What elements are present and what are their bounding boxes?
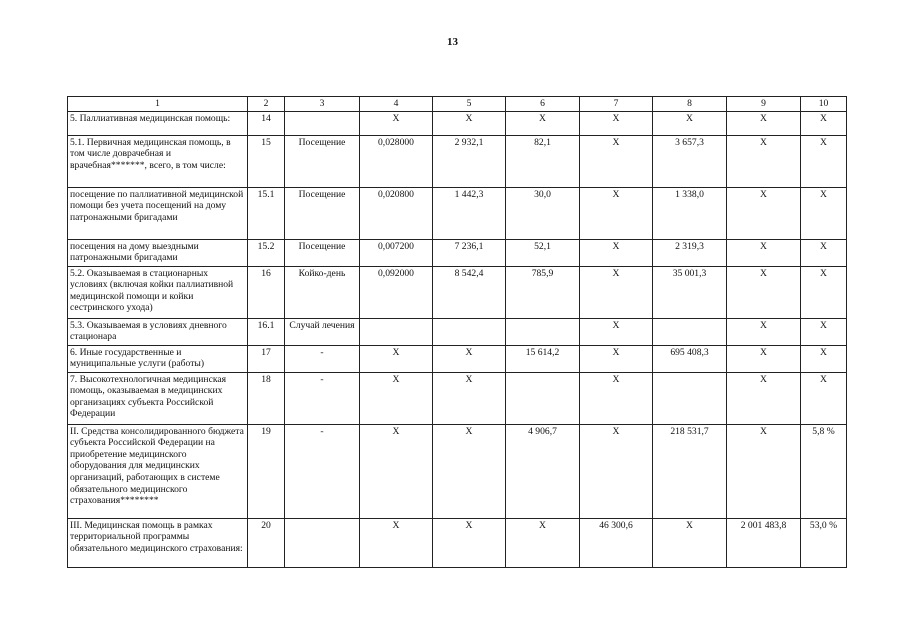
table-cell: 19 [248, 424, 285, 518]
table-cell: 7 236,1 [433, 239, 506, 266]
column-header: 5 [433, 97, 506, 112]
table-cell: X [653, 111, 727, 135]
table-cell: 46 300,6 [580, 518, 653, 567]
table-cell: 5.1. Первичная медицинская помощь, в том числе доврачебная и врачебная*******, всего, в том числе: [68, 135, 248, 187]
table-cell: Посещение [285, 187, 360, 239]
table-cell: X [801, 187, 847, 239]
table-cell: X [580, 424, 653, 518]
table-cell [653, 318, 727, 345]
table-cell: 14 [248, 111, 285, 135]
table-cell: 15.2 [248, 239, 285, 266]
table-cell: X [727, 187, 801, 239]
column-header: 2 [248, 97, 285, 112]
table-row [68, 266, 847, 318]
table-cell: X [360, 424, 433, 518]
table-row [68, 518, 847, 567]
table-cell: X [580, 239, 653, 266]
column-header: 1 [68, 97, 248, 112]
table-cell: X [580, 111, 653, 135]
table-cell: 30,0 [506, 187, 580, 239]
table-cell [285, 518, 360, 567]
table-cell: X [433, 518, 506, 567]
table-cell: 5. Паллиативная медицинская помощь: [68, 111, 248, 135]
table-cell: 16 [248, 266, 285, 318]
column-header: 7 [580, 97, 653, 112]
table-cell: X [433, 424, 506, 518]
table-cell: X [801, 372, 847, 424]
table-cell: X [727, 266, 801, 318]
table-row [68, 318, 847, 345]
table-cell: Койко-день [285, 266, 360, 318]
table-row [68, 111, 847, 135]
table-cell: 218 531,7 [653, 424, 727, 518]
table-cell: X [801, 239, 847, 266]
table-cell: X [727, 424, 801, 518]
table-cell: X [360, 372, 433, 424]
table-cell: 0,007200 [360, 239, 433, 266]
table-cell [506, 372, 580, 424]
table-row [68, 345, 847, 372]
table-cell: Случай лечения [285, 318, 360, 345]
table-cell: 4 906,7 [506, 424, 580, 518]
header-row [68, 97, 847, 112]
table-cell: 7. Высокотехнологичная медицинская помощь, оказываемая в медицинских организациях субъекта Российской Федерации [68, 372, 248, 424]
table-cell: X [360, 111, 433, 135]
page-number: 13 [447, 36, 458, 48]
table-row [68, 187, 847, 239]
table-cell: - [285, 424, 360, 518]
table-cell [360, 318, 433, 345]
column-header: 8 [653, 97, 727, 112]
table-cell: III. Медицинская помощь в рамках территориальной программы обязательного медицинского страхования: [68, 518, 248, 567]
table-cell: 785,9 [506, 266, 580, 318]
table-cell: 16.1 [248, 318, 285, 345]
table-cell: 15.1 [248, 187, 285, 239]
table-cell: 15 [248, 135, 285, 187]
table-cell: 2 001 483,8 [727, 518, 801, 567]
table-cell [506, 318, 580, 345]
table-cell: 5.2. Оказываемая в стационарных условиях (включая койки паллиативной медицинской помощи и койки сестринского ухода) [68, 266, 248, 318]
table-cell: X [360, 345, 433, 372]
table-cell: X [433, 111, 506, 135]
table-cell: 17 [248, 345, 285, 372]
table-cell: 3 657,3 [653, 135, 727, 187]
table-cell: 35 001,3 [653, 266, 727, 318]
table-cell [433, 318, 506, 345]
table-cell: X [580, 266, 653, 318]
column-header: 9 [727, 97, 801, 112]
table-cell [653, 372, 727, 424]
table-cell: X [727, 372, 801, 424]
table-row [68, 239, 847, 266]
column-header: 3 [285, 97, 360, 112]
table-cell: - [285, 372, 360, 424]
table-cell: X [727, 111, 801, 135]
table-cell: X [727, 318, 801, 345]
table-cell: X [506, 111, 580, 135]
table-row [68, 135, 847, 187]
table-cell: X [580, 372, 653, 424]
table-cell: - [285, 345, 360, 372]
table-cell: 2 319,3 [653, 239, 727, 266]
table-cell: X [433, 372, 506, 424]
table-cell: X [801, 111, 847, 135]
table-cell: Посещение [285, 239, 360, 266]
table-cell: 0,028000 [360, 135, 433, 187]
table-cell: X [801, 266, 847, 318]
table-cell [285, 111, 360, 135]
table-cell: X [506, 518, 580, 567]
table-cell: 2 932,1 [433, 135, 506, 187]
table-cell: X [801, 318, 847, 345]
table-cell: 5,8 % [801, 424, 847, 518]
table-cell: 20 [248, 518, 285, 567]
table-cell: 0,020800 [360, 187, 433, 239]
table-cell: 695 408,3 [653, 345, 727, 372]
table-cell: 15 614,2 [506, 345, 580, 372]
table-cell: 18 [248, 372, 285, 424]
table-cell: 5.3. Оказываемая в условиях дневного стационара [68, 318, 248, 345]
table-cell: X [580, 345, 653, 372]
column-header: 4 [360, 97, 433, 112]
table-cell: 82,1 [506, 135, 580, 187]
data-table [67, 96, 847, 568]
table-cell: 8 542,4 [433, 266, 506, 318]
table-cell: X [727, 239, 801, 266]
table-cell: посещения на дому выездными патронажными бригадами [68, 239, 248, 266]
table-cell: X [580, 187, 653, 239]
table-cell: 52,1 [506, 239, 580, 266]
table-row [68, 372, 847, 424]
table-cell: Посещение [285, 135, 360, 187]
table-cell: X [433, 345, 506, 372]
table-cell: X [727, 345, 801, 372]
table-cell: X [801, 135, 847, 187]
table-cell: 0,092000 [360, 266, 433, 318]
table-cell: X [360, 518, 433, 567]
table-cell: X [653, 518, 727, 567]
table-cell: X [727, 135, 801, 187]
table-cell: 1 338,0 [653, 187, 727, 239]
table-cell: 6. Иные государственные и муниципальные услуги (работы) [68, 345, 248, 372]
table-cell: II. Средства консолидированного бюджета субъекта Российской Федерации на приобретение медицинского оборудования для медицинских организаций, работающих в системе обязательного медицинского страхования******** [68, 424, 248, 518]
column-header: 6 [506, 97, 580, 112]
column-header: 10 [801, 97, 847, 112]
table-row [68, 424, 847, 518]
table-cell: 53,0 % [801, 518, 847, 567]
table-cell: посещение по паллиативной медицинской помощи без учета посещений на дому патронажными бригадами [68, 187, 248, 239]
table-cell: X [580, 135, 653, 187]
table-cell: 1 442,3 [433, 187, 506, 239]
table-cell: X [580, 318, 653, 345]
table-cell: X [801, 345, 847, 372]
